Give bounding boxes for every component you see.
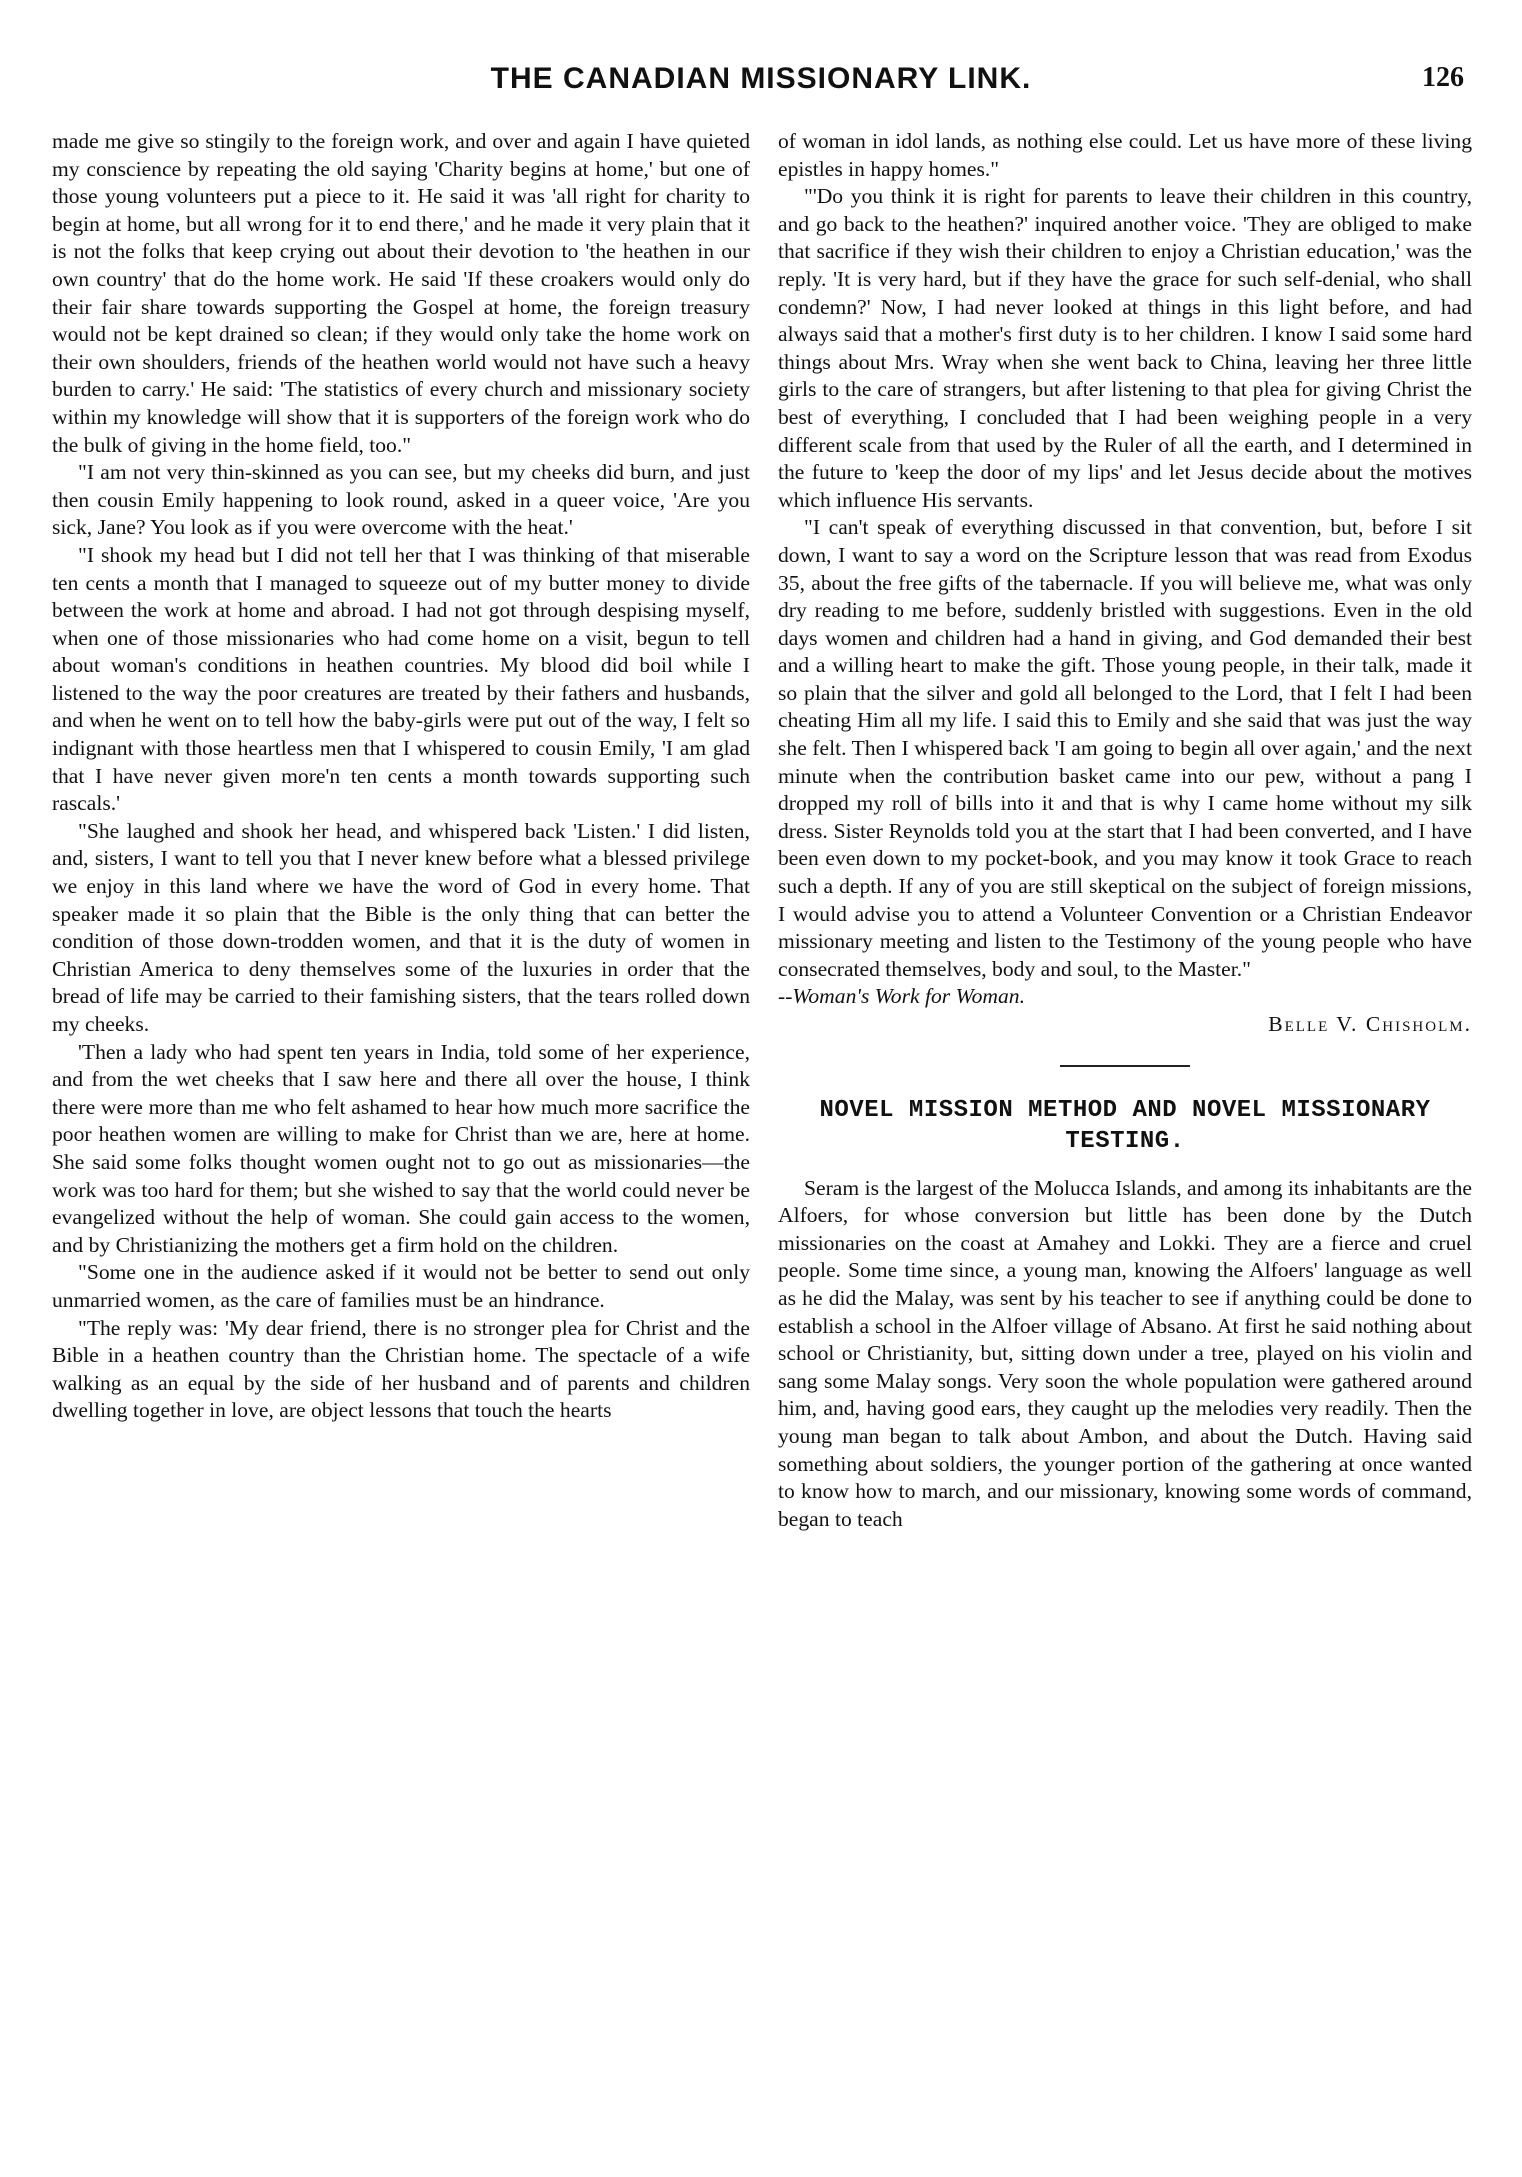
page-header (40, 62, 1482, 102)
paragraph: 'Then a lady who had spent ten years in India, told some of her experience, and from the wet cheeks that I saw here and there all over the house, I think there were more than me who felt ashamed to hear how much more sacrifice the poor heathen women are willing to make for Christ than we are, here at home. She said some folks thought women ought not to go out as missionaries—the work was too hard for them; but she wished to say that the world could never be evangelized without the help of woman. She could gain access to the women, and by Christianizing the mothers get a firm hold on the children. (52, 1039, 750, 1257)
article-source: --Woman's Work for Woman. (778, 984, 1025, 1009)
paragraph: "I can't speak of everything discussed in that convention, but, before I sit down, I want to say a word on the Scripture lesson that was read from Exodus 35, about the free gifts of the tabernacle. If you will believe me, what was only dry reading to me before, suddenly bristled with suggestions. Even in the old days women and children had a hand in giving, and God demanded their best and a willing heart to make the gift. Those young people, in their talk, made it so plain that the silver and gold all belonged to the Lord, that I felt I had been cheating Him all my life. I said this to Emily and she said that was just the way she felt. Then I whispered back 'I am going to begin all over again,' and the next minute when the contribution basket came into our pew, without a pang I dropped my roll of bills into it and that is why I came home without my silk dress. Sister Reynolds told you at the start that I had been converted, and I have been even down to my pocket-book, and you may know it took Grace to reach such a depth. If any of you are still skeptical on the subject of foreign missions, I would advise you to attend a Volunteer Convention or a Christian Endeavor missionary meeting and listen to the Testimony of the young people who have consecrated themselves, body and soul, to the Master." (778, 515, 1472, 981)
left-column (52, 128, 750, 1425)
paragraph: "I am not very thin-skinned as you can see, but my cheeks did burn, and just then cousin Emily happening to look round, asked in a queer voice, 'Are you sick, Jane? You look as if you were overcome with the heat.' (52, 460, 750, 540)
paragraph: "I shook my head but I did not tell her that I was thinking of that miserable ten cents a month that I managed to squeeze out of my butter money to divide between the work at home and abroad. I had not got through despising myself, when one of those missionaries who had come home on a visit, begun to tell about woman's conditions in heathen countries. My blood did boil while I listened to the way the poor creatures are treated by their fathers and husbands, and when he went on to tell how the baby-girls were put out of the way, I felt so indignant with those heartless men that I whispered to cousin Emily, 'I am glad that I have never given more'n ten cents a month towards supporting such rascals.' (52, 542, 750, 816)
section-heading: NOVEL MISSION METHOD AND NOVEL MISSIONARY TESTING. (819, 1096, 1431, 1155)
paragraph: made me give so stingily to the foreign work, and over and again I have quieted my conscience by repeating the old saying 'Charity begins at home,' but one of those young volunteers put a piece to it. He said it was 'all right for charity to begin at home, but all wrong for it to end there,' and he made it very plain that it is not the folks that keep crying out about their devotion to 'the heathen in our own country' that do the home work. He said 'If these croakers would only do their fair share towards supporting the Gospel at home, the foreign treasury would not be kept drained so clean; if they would only take the home work on their own shoulders, friends of the heathen world would not have such a heavy burden to carry.' He said: 'The statistics of every church and missionary society within my knowledge will show that it is supporters of the foreign work who do the bulk of giving in the home field, too." (52, 129, 750, 457)
paragraph: "'Do you think it is right for parents to leave their children in this country, and go back to the heathen?' inquired another voice. 'They are obliged to make that sacrifice if they wish their children to enjoy a Christian education,' was the reply. 'It is very hard, but if they have the grace for such self-denial, who shall condemn?' Now, I had never looked at things in this light before, and had always said that a mother's first duty is to her children. I know I said some hard things about Mrs. Wray when she went back to China, leaving her three little girls to the care of strangers, but after listening to that plea for giving Christ the best of everything, I concluded that I had been weighing people in a very different scale from that used by the Ruler of all the earth, and I determined in the future to 'keep the door of my lips' and let Jesus decide about the motives which influence His servants. (778, 184, 1472, 512)
paragraph: "She laughed and shook her head, and whispered back 'Listen.' I did listen, and, sisters, I want to tell you that I never knew before what a blessed privilege we enjoy in this land where we have the word of God in every home. That speaker made it so plain that the Bible is the only thing that can better the condition of those down-trodden women, and that it is the duty of women in Christian America to deny themselves some of the luxuries in order that the bread of life may be carried to their famishing sisters, that the tears rolled down my cheeks. (52, 818, 750, 1036)
section-divider (1060, 1065, 1190, 1067)
paragraph: of woman in idol lands, as nothing else could. Let us have more of these living epistles in happy homes." (778, 129, 1472, 181)
paragraph: "Some one in the audience asked if it would not be better to send out only unmarried women, as the care of families must be an hindrance. (52, 1260, 750, 1312)
right-column (778, 128, 1472, 1533)
page-number: 126 (1422, 62, 1464, 93)
publication-title: THE CANADIAN MISSIONARY LINK. (490, 62, 1032, 95)
author-signature: Belle V. Chisholm. (1268, 1012, 1472, 1036)
paragraph: "The reply was: 'My dear friend, there is no stronger plea for Christ and the Bible in a heathen country than the Christian home. The spectacle of a wife walking as an equal by the side of her husband and of parents and children dwelling together in love, are object lessons that touch the hearts (52, 1315, 750, 1423)
paragraph: Seram is the largest of the Molucca Islands, and among its inhabitants are the Alfoers, for whose conversion but little has been done by the Dutch missionaries on the coast at Amahey and Lokki. They are a fierce and cruel people. Some time since, a young man, knowing the Alfoers' language as well as he did the Malay, was sent by his teacher to see if anything could be done to establish a school in the Alfoer village of Absano. At first he said nothing about school or Christianity, but, sitting down under a tree, played on his violin and sang some Malay songs. Very soon the whole population were gathered around him, and, having good ears, they caught up the melodies very readily. Then the young man began to talk about Ambon, and about the Dutch. Having said something about soldiers, the younger portion of the gathering at once wanted to know how to march, and our missionary, knowing some words of command, began to teach (778, 1175, 1472, 1531)
